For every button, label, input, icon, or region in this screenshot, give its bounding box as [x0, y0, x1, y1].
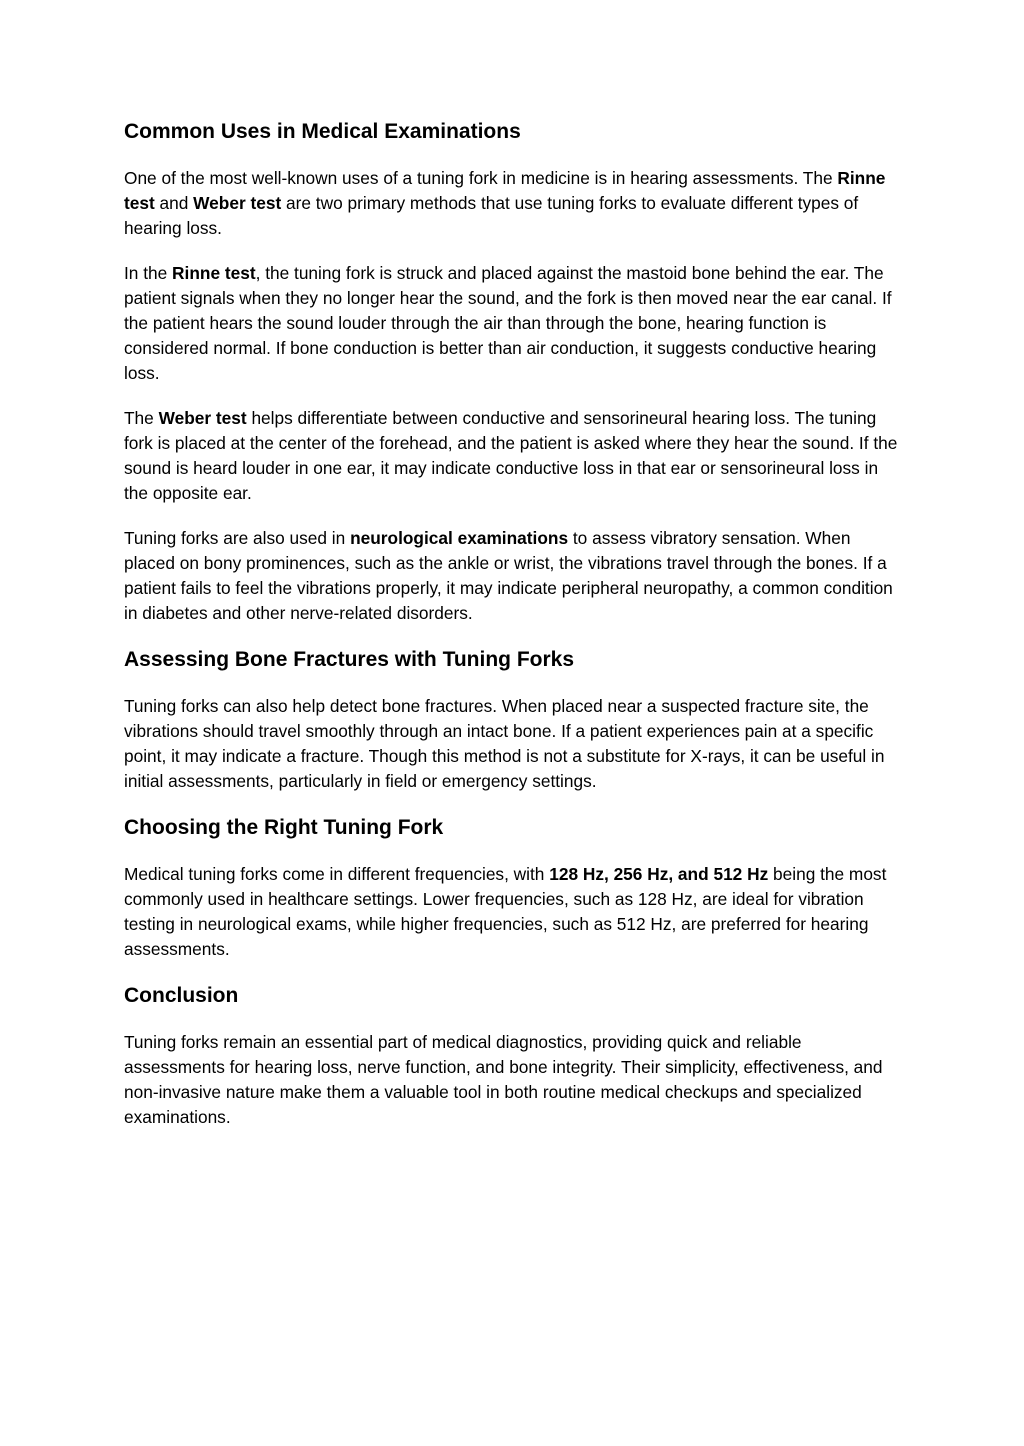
section-heading: Conclusion — [124, 984, 239, 1007]
text-run: Tuning forks are also used in — [124, 528, 351, 548]
text-run: are two primary methods that use tuning forks to evaluate different types of hearing loss. — [124, 193, 859, 238]
text-run: Tuning forks can also help detect bone fractures. When placed near a suspected fracture site, the vibrations should travel smoothly through an intact bone. If a patient experiences pain at a specific point, it may indicate a fracture. Though this method is not a substitute for X-rays, it can be useful in initial assessments, particularly in field or emergency settings. — [124, 696, 885, 791]
bold-term-frequencies: 128 Hz, 256 Hz, and 512 Hz — [549, 864, 769, 884]
text-run: One of the most well-known uses of a tuning fork in medicine is in hearing assessments. The — [124, 168, 838, 188]
text-run: In the — [124, 263, 173, 283]
bold-term-weber-test: Weber test — [158, 408, 247, 428]
section-heading: Assessing Bone Fractures with Tuning Forks — [124, 648, 575, 671]
section-conclusion — [124, 982, 904, 1130]
paragraph — [124, 862, 904, 962]
paragraph — [124, 166, 904, 241]
bold-term-weber-test: Weber test — [193, 193, 282, 213]
section-common-uses — [124, 118, 904, 626]
section-heading: Choosing the Right Tuning Fork — [124, 816, 444, 839]
paragraph — [124, 1030, 904, 1130]
text-run: , the tuning fork is struck and placed against the mastoid bone behind the ear. The patient signals when they no longer hear the sound, and the fork is then moved near the ear canal. If the patient hears the sound louder through the air than through the bone, hearing function is considered normal. If bone conduction is better than air conduction, it suggests conductive hearing loss. — [124, 263, 892, 383]
text-run: and — [154, 193, 194, 213]
text-run: Tuning forks remain an essential part of medical diagnostics, providing quick and reliable assessments for hearing loss, nerve function, and bone integrity. Their simplicity, effectiveness, and non-invasive nature make them a valuable tool in both routine medical checkups and specialized examinations. — [124, 1032, 883, 1127]
paragraph — [124, 694, 904, 794]
section-choosing-fork — [124, 814, 904, 962]
text-run: being the most commonly used in healthcare settings. Lower frequencies, such as 128 Hz, are ideal for vibration testing in neurological exams, while higher frequencies, such as 512 Hz, are preferred for hearing assessments. — [124, 864, 887, 959]
text-run: to assess vibratory sensation. When placed on bony prominences, such as the ankle or wrist, the vibrations travel through the bones. If a patient fails to feel the vibrations properly, it may indicate peripheral neuropathy, a common condition in diabetes and other nerve-related disorders. — [124, 528, 893, 623]
text-run: The — [124, 408, 159, 428]
bold-term-rinne-test: Rinne test — [172, 263, 256, 283]
text-run: helps differentiate between conductive and sensorineural hearing loss. The tuning fork is placed at the center of the forehead, and the patient is asked where they hear the sound. If the sound is heard louder in one ear, it may indicate conductive loss in that ear or sensorineural loss in the opposite ear. — [124, 408, 898, 503]
paragraph — [124, 526, 904, 626]
bold-term-rinne-test: Rinne test — [124, 168, 886, 213]
paragraph — [124, 406, 904, 506]
section-heading: Common Uses in Medical Examinations — [124, 120, 521, 143]
section-bone-fractures — [124, 646, 904, 794]
paragraph — [124, 261, 904, 386]
document-page — [124, 118, 904, 1150]
bold-term-neurological-examinations: neurological examinations — [350, 528, 569, 548]
text-run: Medical tuning forks come in different frequencies, with — [124, 864, 550, 884]
